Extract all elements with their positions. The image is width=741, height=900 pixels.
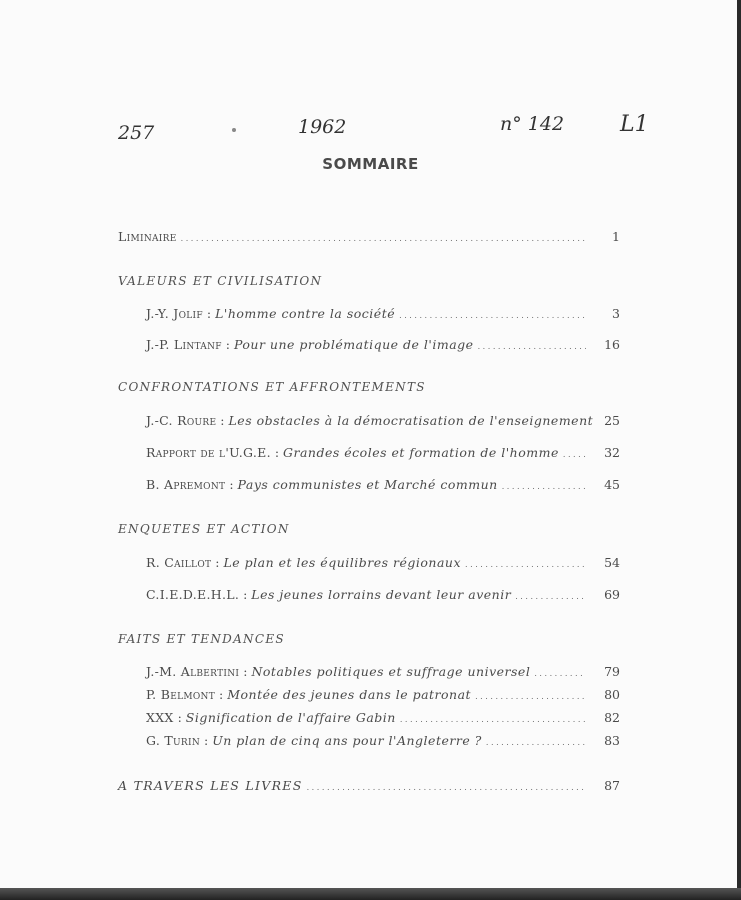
scan-edge-bottom bbox=[0, 888, 741, 900]
page-number: 54 bbox=[604, 555, 620, 570]
dot-leader bbox=[478, 337, 586, 352]
section-heading: CONFRONTATIONS ET AFFRONTEMENTS bbox=[118, 380, 426, 394]
dot-leader bbox=[515, 587, 586, 602]
entry-author: J.-Y. Jolif bbox=[146, 306, 203, 321]
toc-entry bbox=[146, 413, 620, 428]
dot-leader bbox=[563, 445, 586, 460]
entry-author: J.-P. Lintanf bbox=[146, 337, 222, 352]
toc-entry bbox=[146, 306, 620, 321]
entry-title: Notables politiques et suffrage universel bbox=[251, 664, 531, 679]
page-title: SOMMAIRE bbox=[322, 155, 419, 173]
entry-author: J.-C. Roure bbox=[146, 413, 217, 428]
separator: : bbox=[216, 413, 229, 428]
entry-author: Rapport de l'U.G.E. bbox=[146, 445, 271, 460]
scan-edge-right bbox=[737, 0, 741, 900]
dot-leader bbox=[181, 229, 586, 244]
toc-entry bbox=[146, 687, 620, 702]
entry-author: J.-M. Albertini bbox=[146, 664, 240, 679]
separator: : bbox=[270, 445, 284, 460]
separator: : bbox=[211, 555, 224, 570]
toc-entry bbox=[118, 778, 620, 793]
dot-leader bbox=[534, 664, 586, 679]
separator: : bbox=[221, 337, 234, 352]
section-heading: VALEURS ET CIVILISATION bbox=[118, 274, 323, 288]
toc-entry bbox=[146, 445, 620, 460]
dot-leader bbox=[475, 687, 586, 702]
toc-entry bbox=[146, 710, 620, 725]
entry-title: Les jeunes lorrains devant leur avenir bbox=[251, 587, 512, 602]
handwritten-note-number: 257 bbox=[118, 122, 155, 144]
entry-title: Liminaire bbox=[118, 229, 177, 244]
page-number: 87 bbox=[604, 778, 620, 793]
entry-author: C.I.E.D.E.H.L. bbox=[146, 587, 240, 602]
handwritten-note-year: 1962 bbox=[298, 116, 347, 138]
entry-author: P. Belmont bbox=[146, 687, 216, 702]
entry-title: Les obstacles à la démocratisation de l'enseignement bbox=[228, 413, 594, 428]
entry-title: Signification de l'affaire Gabin bbox=[185, 710, 396, 725]
dot-leader bbox=[486, 733, 586, 748]
handwritten-note-shelf: L1 bbox=[620, 112, 649, 137]
page-number: 25 bbox=[604, 413, 620, 428]
handwritten-note-issue: n° 142 bbox=[500, 113, 565, 135]
page-number: 69 bbox=[604, 587, 620, 602]
dot-leader bbox=[465, 555, 586, 570]
entry-title: Pour une problématique de l'image bbox=[234, 337, 474, 352]
section-heading: A TRAVERS LES LIVRES bbox=[118, 778, 303, 793]
entry-title: Montée des jeunes dans le patronat bbox=[227, 687, 472, 702]
page-number: 3 bbox=[612, 306, 620, 321]
entry-author: G. Turin bbox=[146, 733, 201, 748]
separator: : bbox=[202, 306, 216, 321]
separator: : bbox=[239, 664, 252, 679]
toc-entry bbox=[146, 587, 620, 602]
toc-entry bbox=[146, 664, 620, 679]
entry-title: Grandes écoles et formation de l'homme bbox=[283, 445, 559, 460]
dot-leader bbox=[307, 778, 586, 793]
page-number: 1 bbox=[612, 229, 620, 244]
entry-title: Le plan et les équilibres régionaux bbox=[223, 555, 462, 570]
page-number: 83 bbox=[604, 733, 620, 748]
dot-leader bbox=[400, 710, 586, 725]
ink-dot bbox=[232, 128, 236, 132]
toc-entry bbox=[146, 477, 620, 492]
page-number: 45 bbox=[604, 477, 620, 492]
entry-author: B. Apremont bbox=[146, 477, 226, 492]
separator: : bbox=[239, 587, 252, 602]
toc-entry bbox=[146, 733, 620, 748]
toc-entry bbox=[146, 555, 620, 570]
page-number: 80 bbox=[604, 687, 620, 702]
separator: : bbox=[200, 733, 213, 748]
page-number: 32 bbox=[604, 445, 620, 460]
section-heading: ENQUETES ET ACTION bbox=[118, 522, 290, 536]
entry-title: Un plan de cinq ans pour l'Angleterre ? bbox=[212, 733, 482, 748]
entry-author: XXX bbox=[146, 710, 174, 725]
page-number: 16 bbox=[604, 337, 620, 352]
dot-leader bbox=[502, 477, 586, 492]
toc-entry bbox=[146, 337, 620, 352]
page-number: 79 bbox=[604, 664, 620, 679]
page-number: 82 bbox=[604, 710, 620, 725]
separator: : bbox=[173, 710, 186, 725]
dot-leader bbox=[399, 306, 586, 321]
entry-title: L'homme contre la société bbox=[215, 306, 396, 321]
entry-title: Pays communistes et Marché commun bbox=[237, 477, 498, 492]
toc-entry bbox=[118, 229, 620, 244]
entry-author: R. Caillot bbox=[146, 555, 212, 570]
separator: : bbox=[215, 687, 228, 702]
section-heading: FAITS ET TENDANCES bbox=[118, 632, 285, 646]
separator: : bbox=[225, 477, 238, 492]
